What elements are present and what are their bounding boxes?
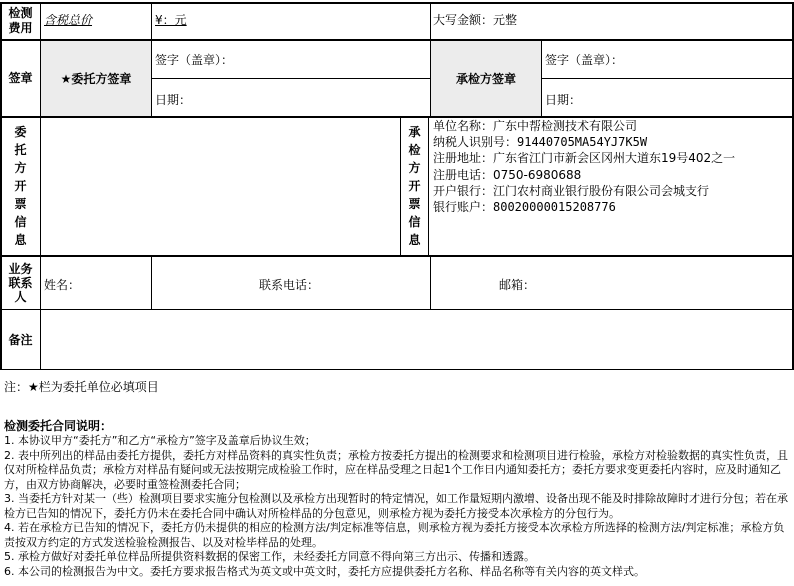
tester-phone: 注册电话：0750-6980688 <box>433 167 582 182</box>
tester-bank-account: 银行账户：80020000015208776 <box>433 200 616 215</box>
contract-title: 检测委托合同说明： <box>4 419 113 433</box>
tester-company-name: 单位名称：广东中帮检测技术有限公司 <box>433 119 638 133</box>
contract-item-3: 3. 当委托方针对某一（些）检测项目要求实施分包检测以及承检方出现暂时的特定情况，如工作量短期内激增、设备出现不能及时排除故障时才进行分包；若在承检方已告知的情况下，委托方仍未在委托合同中确认对所检样品的分包意见，则承检方视为委托方接受本次承检方的分包行为。 <box>4 492 788 520</box>
contract-item-2: 2. 表中所列出的样品由委托方提供，委托方对样品资料的真实性负责；承检方按委托方提出的检测要求和检测项目进行检验，承检方对检验数据的真实性负责，且仅对所检样品负责；承检方对样品有疑问或无法按期完成检验工作时，应在样品受理之日起1个工作日内通知委托方；委托方要求变更委托内容时，应及时通知乙方，由双方协商解决，必要时重签检测委托合同； <box>4 448 788 491</box>
contact-email-field[interactable]: 邮箱： <box>499 278 536 292</box>
client-invoice-field[interactable] <box>41 117 400 255</box>
client-invoice-label: 委 托 方 开 票 信 息 <box>14 125 27 247</box>
contract-notes <box>4 419 792 579</box>
tester-tax-id: 纳税人识别号：91440705MA54YJ7K5W <box>433 135 648 150</box>
contact-name-field[interactable]: 姓名： <box>44 278 81 292</box>
tester-signature-field[interactable]: 签字（盖章）： <box>545 53 624 67</box>
tester-invoice-info <box>433 118 735 215</box>
remark-label: 备注 <box>8 332 33 347</box>
contact-phone-field[interactable]: 联系电话： <box>259 278 320 292</box>
contract-item-1: 1. 本协议甲方“委托方”和乙方“承检方”签字及盖章后协议生效； <box>4 434 316 447</box>
tester-sign-label: 承检方签章 <box>455 71 516 86</box>
required-footnote: 注：★栏为委托单位必填项目 <box>4 380 159 394</box>
tester-address: 注册地址：广东省江门市新会区冈州大道东19号402之一 <box>433 151 736 166</box>
sign-label: 签章 <box>8 71 33 85</box>
fee-label: 检测 费用 <box>8 6 33 35</box>
contract-item-4: 4. 若在承检方已告知的情况下，委托方仍未提供的相应的检测方法/判定标准等信息，则承检方视为委托方接受本次承检方所选择的检测方法/判定标准；承检方负责按双方约定的方式发送检验检测报告、以及对检毕样品的处理。 <box>4 521 785 549</box>
remark-field[interactable] <box>41 310 792 369</box>
tester-date-field[interactable]: 日期： <box>545 93 582 107</box>
amount-field[interactable]: ¥：元 <box>155 13 187 27</box>
contact-label: 业务 联系 人 <box>8 261 33 304</box>
tester-bank: 开户银行：江门农村商业银行股份有限公司会城支行 <box>433 183 710 198</box>
capital-amount-field[interactable]: 大写金额：元整 <box>433 13 518 27</box>
client-date-field[interactable]: 日期： <box>155 93 192 107</box>
tester-invoice-label: 承 检 方 开 票 信 息 <box>408 125 421 247</box>
client-sign-label: ★委托方签章 <box>60 71 132 86</box>
tax-total-label: 含税总价 <box>44 13 93 27</box>
contract-item-6: 6. 本公司的检测报告为中文。委托方要求报告格式为英文或中英文时，委托方应提供委托方名称、样品名称等有关内容的英文样式。 <box>4 564 645 578</box>
client-signature-field[interactable]: 签字（盖章）： <box>155 53 234 67</box>
contract-item-5: 5. 承检方做好对委托单位样品所提供资料数据的保密工作，未经委托方同意不得向第三方出示、传播和透露。 <box>4 550 535 563</box>
